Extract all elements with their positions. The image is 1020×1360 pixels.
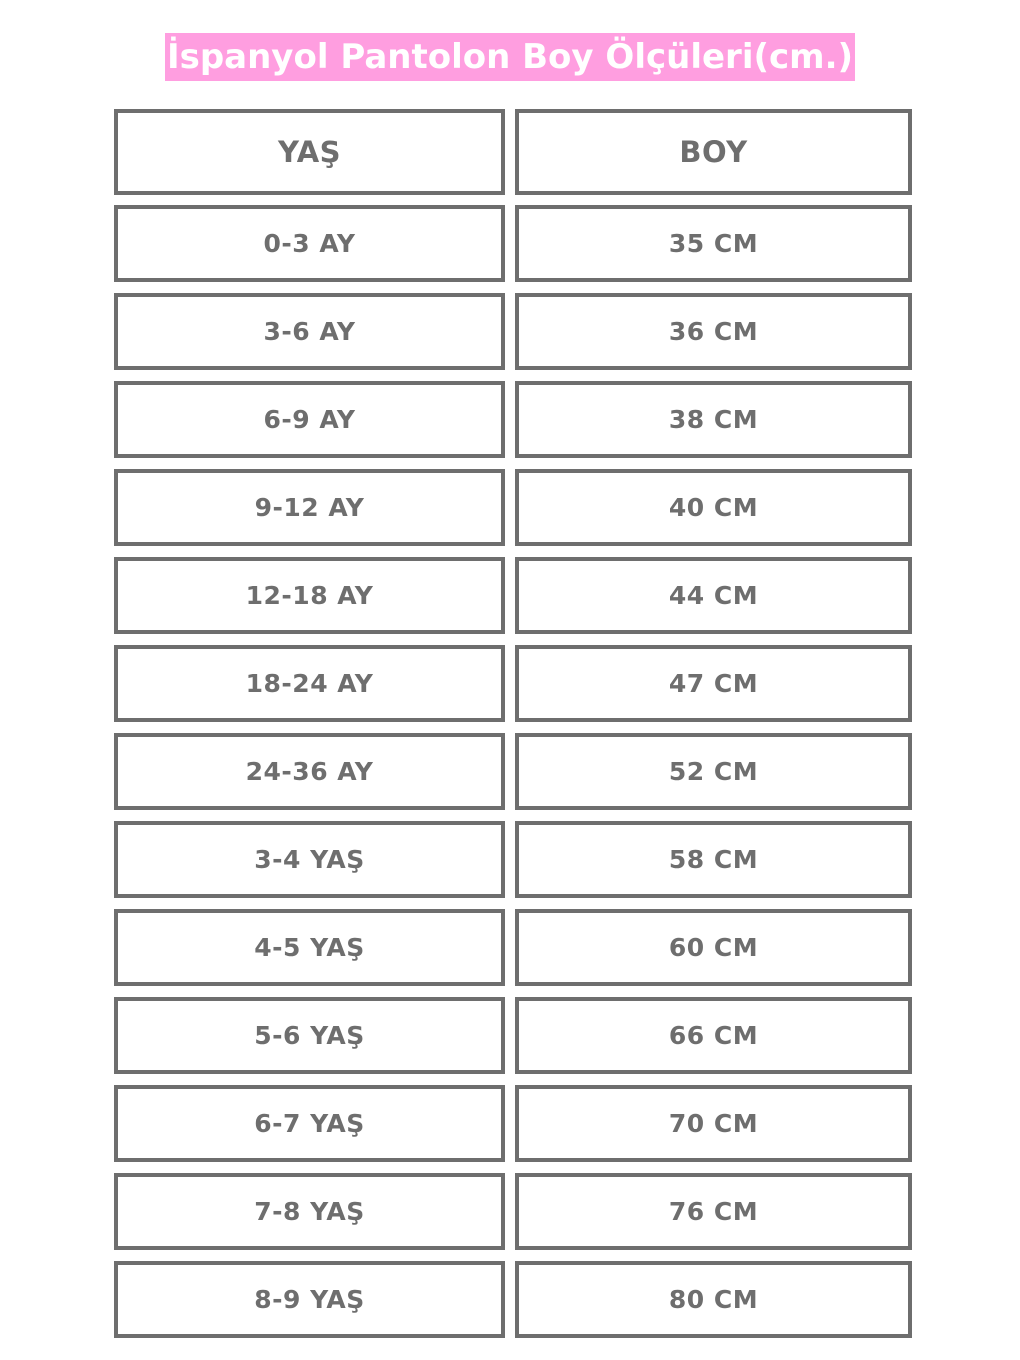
table-row (114, 1085, 912, 1173)
table-row (114, 997, 912, 1085)
cell-age: 3-6 AY (114, 293, 505, 370)
cell-age: 4-5 YAŞ (114, 909, 505, 986)
table-header-row (114, 109, 912, 205)
table-row (114, 733, 912, 821)
cell-age: 24-36 AY (114, 733, 505, 810)
cell-age: 6-7 YAŞ (114, 1085, 505, 1162)
table-row (114, 557, 912, 645)
cell-length: 36 CM (515, 293, 912, 370)
header-length: BOY (515, 109, 912, 195)
cell-length: 80 CM (515, 1261, 912, 1338)
table-row (114, 1261, 912, 1349)
cell-length: 47 CM (515, 645, 912, 722)
cell-age: 8-9 YAŞ (114, 1261, 505, 1338)
cell-length: 76 CM (515, 1173, 912, 1250)
table-row (114, 645, 912, 733)
cell-age: 6-9 AY (114, 381, 505, 458)
cell-age: 12-18 AY (114, 557, 505, 634)
cell-age: 7-8 YAŞ (114, 1173, 505, 1250)
page-title: İspanyol Pantolon Boy Ölçüleri(cm.) (165, 33, 855, 81)
cell-length: 52 CM (515, 733, 912, 810)
cell-length: 35 CM (515, 205, 912, 282)
cell-age: 18-24 AY (114, 645, 505, 722)
table-row (114, 469, 912, 557)
cell-length: 70 CM (515, 1085, 912, 1162)
table-row (114, 821, 912, 909)
cell-length: 66 CM (515, 997, 912, 1074)
table-row (114, 1173, 912, 1261)
size-table (114, 109, 912, 1349)
table-row (114, 293, 912, 381)
table-row (114, 909, 912, 997)
cell-age: 0-3 AY (114, 205, 505, 282)
cell-age: 3-4 YAŞ (114, 821, 505, 898)
table-row (114, 205, 912, 293)
cell-length: 60 CM (515, 909, 912, 986)
header-age: YAŞ (114, 109, 505, 195)
table-row (114, 381, 912, 469)
cell-length: 40 CM (515, 469, 912, 546)
cell-length: 44 CM (515, 557, 912, 634)
cell-length: 58 CM (515, 821, 912, 898)
cell-age: 9-12 AY (114, 469, 505, 546)
title-container (0, 33, 1020, 81)
cell-age: 5-6 YAŞ (114, 997, 505, 1074)
cell-length: 38 CM (515, 381, 912, 458)
